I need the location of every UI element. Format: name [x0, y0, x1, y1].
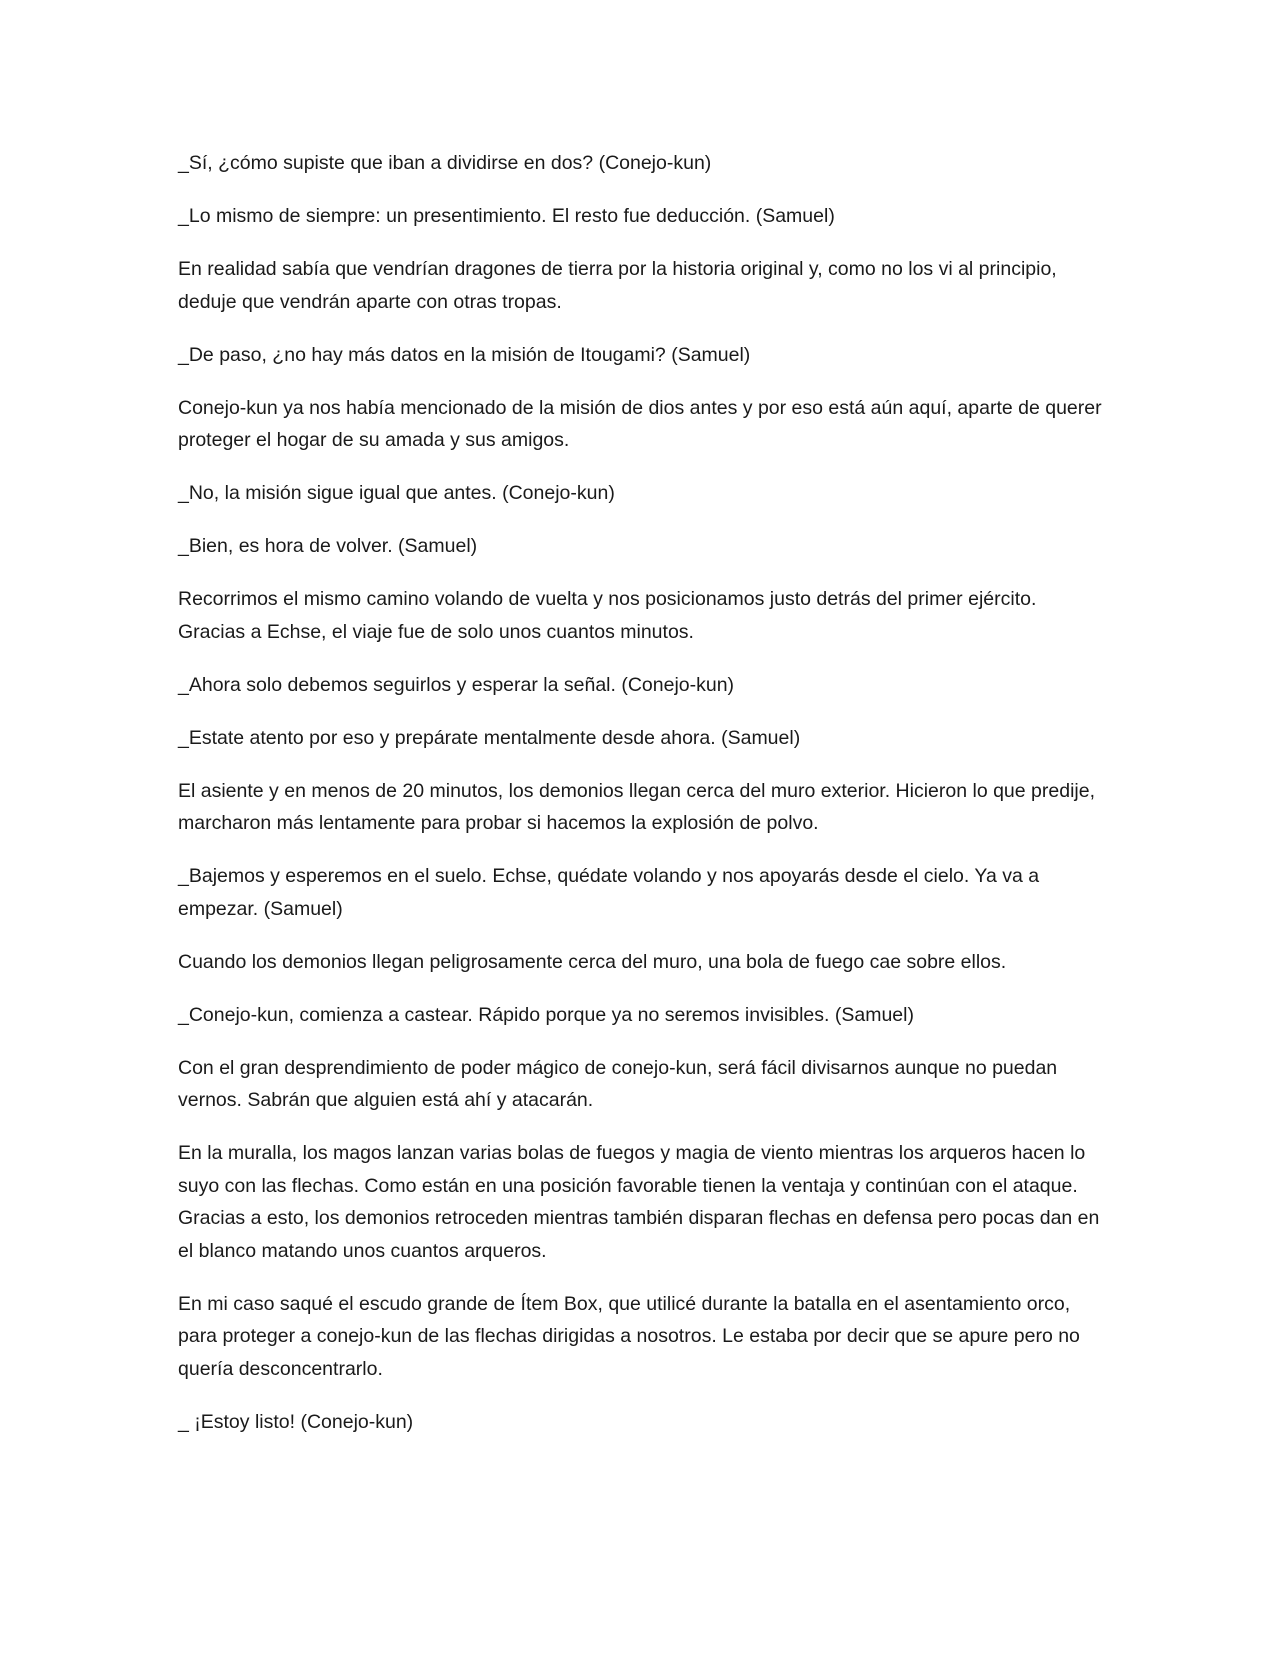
paragraph: _ ¡Estoy listo! (Conejo-kun) [178, 1410, 414, 1433]
paragraph: _Bajemos y esperemos en el suelo. Echse, quédate volando y nos apoyarás desde el cielo. Ya va a empezar. (Samuel) [178, 865, 1040, 920]
paragraph: _Bien, es hora de volver. (Samuel) [178, 535, 478, 557]
paragraph: Conejo-kun ya nos había mencionado de la misión de dios antes y por eso está aún aquí, aparte de querer proteger el hogar de su amada y sus amigos. [178, 396, 1102, 451]
paragraph: _De paso, ¿no hay más datos en la misión de Itougami? (Samuel) [178, 343, 751, 366]
paragraph: _Sí, ¿cómo supiste que iban a dividirse en dos? (Conejo-kun) [178, 152, 712, 174]
paragraph: _No, la misión sigue igual que antes. (Conejo-kun) [178, 482, 615, 504]
paragraph: El asiente y en menos de 20 minutos, los demonios llegan cerca del muro exterior. Hicieron lo que predije, marcharon más lentamente para probar si hacemos la explosión de polvo. [178, 779, 1095, 834]
paragraph: Recorrimos el mismo camino volando de vuelta y nos posicionamos justo detrás del primer ejército. Gracias a Echse, el viaje fue de solo unos cuantos minutos. [178, 588, 1037, 643]
paragraph: Con el gran desprendimiento de poder mágico de conejo-kun, será fácil divisarnos aunque no puedan vernos. Sabrán que alguien está ahí y atacarán. [178, 1056, 1058, 1111]
document-body [178, 147, 1108, 1459]
paragraph: _Ahora solo debemos seguirlos y esperar la señal. (Conejo-kun) [178, 673, 735, 696]
paragraph: En mi caso saqué el escudo grande de Ítem Box, que utilicé durante la batalla en el asentamiento orco, para proteger a conejo-kun de las flechas dirigidas a nosotros. Le estaba por decir que se apure pero no quería desconcentrarlo. [178, 1292, 1080, 1380]
paragraph: En la muralla, los magos lanzan varias bolas de fuegos y magia de viento mientras los arqueros hacen lo suyo con las flechas. Como están en una posición favorable tienen la ventaja y continúan con el ataque. Gracias a esto, los demonios retroceden mientras también disparan flechas en defensa pero pocas dan en el blanco matando unos cuantos arqueros. [178, 1142, 1100, 1262]
paragraph: En realidad sabía que vendrían dragones de tierra por la historia original y, como no los vi al principio, deduje que vendrán aparte con otras tropas. [178, 258, 1057, 313]
paragraph: _Conejo-kun, comienza a castear. Rápido porque ya no seremos invisibles. (Samuel) [178, 1003, 914, 1026]
paragraph: Cuando los demonios llegan peligrosamente cerca del muro, una bola de fuego cae sobre ellos. [178, 950, 1007, 973]
paragraph: _Lo mismo de siempre: un presentimiento. El resto fue deducción. (Samuel) [178, 205, 835, 227]
paragraph: _Estate atento por eso y prepárate mentalmente desde ahora. (Samuel) [178, 726, 801, 749]
